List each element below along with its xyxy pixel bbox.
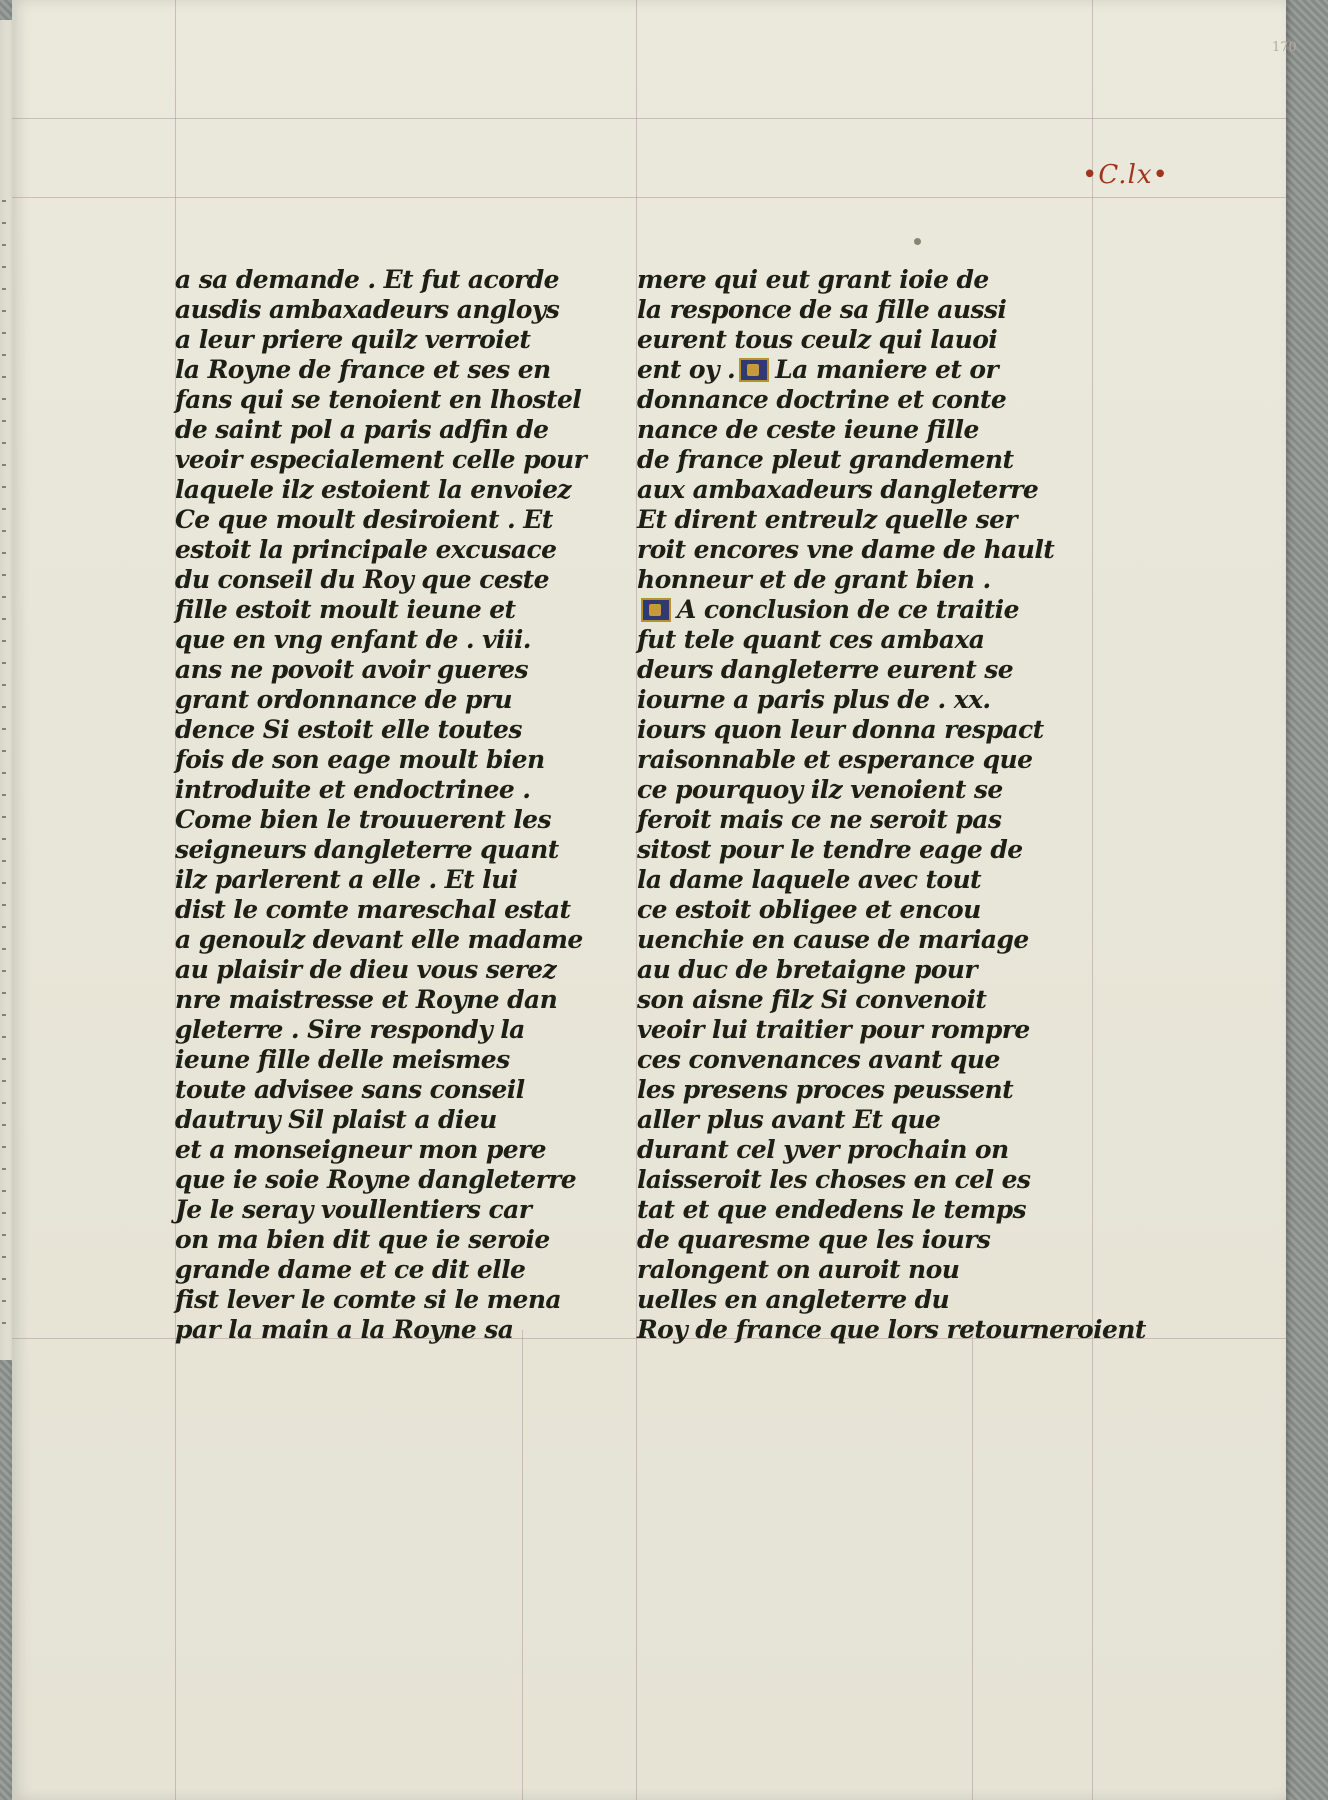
text-line xyxy=(637,595,1047,625)
text-line xyxy=(637,325,1047,355)
previous-leaf-ink xyxy=(2,1234,6,1236)
previous-leaf-ink xyxy=(2,1212,6,1214)
previous-leaf-ink xyxy=(2,222,6,224)
text-line: au plaisir de dieu vous serez xyxy=(175,955,557,984)
line-text: feroit mais ce ne seroit pas xyxy=(637,805,1002,834)
text-line xyxy=(637,1015,1047,1045)
text-line: a sa demande . Et fut acorde xyxy=(175,265,559,294)
text-line: dautruy Sil plaist a dieu xyxy=(175,1105,497,1134)
text-line xyxy=(637,895,1047,925)
text-line: de saint pol a paris adfin de xyxy=(175,415,549,444)
line-text: honneur et de grant bien . xyxy=(637,565,991,594)
text-line: grande dame et ce dit elle xyxy=(175,1255,526,1284)
text-line xyxy=(637,505,1047,535)
previous-leaf-ink xyxy=(2,794,6,796)
line-text: la dame laquele avec tout xyxy=(637,865,982,894)
previous-leaf-ink xyxy=(2,1190,6,1192)
text-line: toute advisee sans conseil xyxy=(175,1075,525,1104)
text-line: introduite et endoctrinee . xyxy=(175,775,531,804)
previous-leaf-ink xyxy=(2,1168,6,1170)
text-line: a leur priere quilz verroiet xyxy=(175,325,531,354)
text-line xyxy=(637,685,1047,715)
previous-leaf-ink xyxy=(2,640,6,642)
previous-leaf-ink xyxy=(2,200,6,202)
text-column-right xyxy=(637,265,1146,1345)
text-line: fist lever le comte si le mena xyxy=(175,1285,562,1314)
line-text: eurent tous ceulz qui lauoi xyxy=(637,325,998,354)
line-text: ent oy . xyxy=(637,355,736,384)
text-line xyxy=(637,655,1047,685)
text-line: on ma bien dit que ie seroie xyxy=(175,1225,550,1254)
text-line xyxy=(637,715,1047,745)
text-line: la Royne de france et ses en xyxy=(175,355,551,384)
previous-leaf-ink xyxy=(2,948,6,950)
text-line xyxy=(637,475,1047,505)
text-line: que ie soie Royne dangleterre xyxy=(175,1165,577,1194)
chapter-heading: •C.lx• xyxy=(1082,160,1169,190)
line-text: donnance doctrine et conte xyxy=(637,385,1007,414)
line-text: Et dirent entreulz quelle ser xyxy=(637,505,1017,534)
text-line xyxy=(637,1195,1047,1225)
line-text: deurs dangleterre eurent se xyxy=(637,655,1014,684)
line-text: au duc de bretaigne pour xyxy=(637,955,977,984)
line-text: ces convenances avant que xyxy=(637,1045,1000,1074)
ruling-line xyxy=(12,118,1286,119)
text-line: du conseil du Roy que ceste xyxy=(175,565,549,594)
text-line: Come bien le trouuerent les xyxy=(175,805,551,834)
line-text: fut tele quant ces ambaxa xyxy=(637,625,985,654)
line-text: aux ambaxadeurs dangleterre xyxy=(637,475,1039,504)
previous-leaf-ink xyxy=(2,1146,6,1148)
text-line xyxy=(637,1165,1047,1195)
line-text: les presens proces peussent xyxy=(637,1075,1014,1104)
text-line: ans ne povoit avoir gueres xyxy=(175,655,528,684)
text-line xyxy=(637,1045,1047,1075)
text-line xyxy=(637,835,1047,865)
text-line xyxy=(637,445,1047,475)
text-line: grant ordonnance de pru xyxy=(175,685,512,714)
previous-leaf-ink xyxy=(2,310,6,312)
previous-leaf-ink xyxy=(2,464,6,466)
line-text: raisonnable et esperance que xyxy=(637,745,1033,774)
text-line xyxy=(637,295,1047,325)
text-line: fois de son eage moult bien xyxy=(175,745,545,774)
text-line xyxy=(637,1255,1047,1285)
text-line xyxy=(637,925,1047,955)
previous-leaf-ink xyxy=(2,486,6,488)
text-line xyxy=(637,1135,1047,1165)
previous-leaf-ink xyxy=(2,838,6,840)
text-line: et a monseigneur mon pere xyxy=(175,1135,546,1164)
previous-leaf-ink xyxy=(2,288,6,290)
text-line xyxy=(637,865,1047,895)
folio-number: 170 xyxy=(1272,40,1297,55)
previous-leaf-ink xyxy=(2,728,6,730)
text-line: ausdis ambaxadeurs angloys xyxy=(175,295,560,324)
ruling-line xyxy=(522,1330,523,1800)
previous-leaf-ink xyxy=(2,244,6,246)
text-line: Ce que moult desiroient . Et xyxy=(175,505,553,534)
previous-leaf-ink xyxy=(2,1256,6,1258)
text-line: estoit la principale excusace xyxy=(175,535,557,564)
text-line: que en vng enfant de . viii. xyxy=(175,625,531,654)
text-line: ieune fille delle meismes xyxy=(175,1045,510,1074)
ruling-line xyxy=(972,1330,973,1800)
text-line: Je le seray voullentiers car xyxy=(175,1195,532,1224)
text-line: nre maistresse et Royne dan xyxy=(175,985,558,1014)
line-text: iours quon leur donna respact xyxy=(637,715,1044,744)
text-line xyxy=(637,565,1047,595)
line-text: A conclusion de ce traitie xyxy=(677,595,1019,624)
text-line xyxy=(637,745,1047,775)
line-text: roit encores vne dame de hault xyxy=(637,535,1055,564)
previous-leaf-ink xyxy=(2,882,6,884)
text-line xyxy=(637,1075,1047,1105)
previous-leaf-ink xyxy=(2,816,6,818)
line-text: iourne a paris plus de . xx. xyxy=(637,685,991,714)
line-text: La maniere et or xyxy=(775,355,999,384)
text-line: seigneurs dangleterre quant xyxy=(175,835,559,864)
text-line: a genoulz devant elle madame xyxy=(175,925,583,954)
line-text: laisseroit les choses en cel es xyxy=(637,1165,1031,1194)
previous-leaf-ink xyxy=(2,1058,6,1060)
line-text: mere qui eut grant ioie de xyxy=(637,265,989,294)
text-line: ilz parlerent a elle . Et lui xyxy=(175,865,518,894)
text-line xyxy=(637,355,1047,385)
line-text: nance de ceste ieune fille xyxy=(637,415,979,444)
previous-leaf-ink xyxy=(2,398,6,400)
previous-leaf-ink xyxy=(2,1102,6,1104)
text-line: dist le comte mareschal estat xyxy=(175,895,571,924)
previous-leaf-ink xyxy=(2,1080,6,1082)
text-line xyxy=(637,775,1047,805)
previous-leaf-ink xyxy=(2,442,6,444)
line-text: ce pourquoy ilz venoient se xyxy=(637,775,1003,804)
text-line xyxy=(637,415,1047,445)
previous-leaf-ink xyxy=(2,574,6,576)
text-line xyxy=(637,805,1047,835)
text-line xyxy=(637,1315,1146,1345)
previous-leaf-ink xyxy=(2,926,6,928)
previous-leaf-ink xyxy=(2,662,6,664)
ruling-line xyxy=(12,197,1286,198)
text-line xyxy=(637,1105,1047,1135)
line-text: veoir lui traitier pour rompre xyxy=(637,1015,1030,1044)
line-text: Roy de france que lors retourneroient xyxy=(637,1315,1146,1344)
previous-leaf-ink xyxy=(2,618,6,620)
line-text: uelles en angleterre du xyxy=(637,1285,950,1314)
line-text: aller plus avant Et que xyxy=(637,1105,941,1134)
text-line xyxy=(637,955,1047,985)
previous-leaf-ink xyxy=(2,1300,6,1302)
previous-leaf-ink xyxy=(2,332,6,334)
line-text: durant cel yver prochain on xyxy=(637,1135,1009,1164)
text-line: veoir especialement celle pour xyxy=(175,445,587,474)
previous-leaf-ink xyxy=(2,552,6,554)
previous-leaf-ink xyxy=(2,904,6,906)
previous-leaf-ink xyxy=(2,1036,6,1038)
previous-leaf-ink xyxy=(2,508,6,510)
line-text: ralongent on auroit nou xyxy=(637,1255,960,1284)
text-line xyxy=(637,265,1047,295)
previous-leaf-ink xyxy=(2,750,6,752)
previous-leaf-ink xyxy=(2,354,6,356)
previous-leaf-ink xyxy=(2,992,6,994)
previous-leaf-ink xyxy=(2,376,6,378)
illuminated-initial xyxy=(641,598,671,622)
line-text: ce estoit obligee et encou xyxy=(637,895,981,924)
previous-leaf-ink xyxy=(2,596,6,598)
line-text: de france pleut grandement xyxy=(637,445,1014,474)
line-text: son aisne filz Si convenoit xyxy=(637,985,987,1014)
previous-leaf-ink xyxy=(2,860,6,862)
previous-leaf-ink xyxy=(2,706,6,708)
line-text: tat et que endedens le temps xyxy=(637,1195,1026,1224)
line-text: de quaresme que les iours xyxy=(637,1225,991,1254)
text-line: dence Si estoit elle toutes xyxy=(175,715,522,744)
line-text: uenchie en cause de mariage xyxy=(637,925,1029,954)
illuminated-initial xyxy=(739,358,769,382)
text-line: par la main a la Royne sa xyxy=(175,1315,514,1344)
ruling-line xyxy=(1092,0,1093,1800)
previous-leaf-ink xyxy=(2,266,6,268)
text-line xyxy=(637,1285,1047,1315)
text-line xyxy=(637,985,1047,1015)
text-line xyxy=(637,1225,1047,1255)
text-line: fans qui se tenoient en lhostel xyxy=(175,385,582,414)
text-column-left xyxy=(175,265,587,1345)
previous-leaf-ink xyxy=(2,530,6,532)
previous-leaf-ink xyxy=(2,684,6,686)
text-line: gleterre . Sire respondy la xyxy=(175,1015,525,1044)
previous-leaf-ink xyxy=(2,772,6,774)
previous-leaf-ink xyxy=(2,970,6,972)
text-line: fille estoit moult ieune et xyxy=(175,595,516,624)
text-line xyxy=(637,625,1047,655)
previous-leaf-ink xyxy=(2,1124,6,1126)
previous-leaf-ink xyxy=(2,420,6,422)
previous-leaf-ink xyxy=(2,1014,6,1016)
line-text: la responce de sa fille aussi xyxy=(637,295,1007,324)
previous-leaf-ink xyxy=(2,1278,6,1280)
text-line: laquele ilz estoient la envoiez xyxy=(175,475,571,504)
text-line xyxy=(637,535,1055,565)
text-line xyxy=(637,385,1047,415)
line-text: sitost pour le tendre eage de xyxy=(637,835,1023,864)
ink-spot xyxy=(914,238,921,245)
previous-leaf-ink xyxy=(2,1322,6,1324)
